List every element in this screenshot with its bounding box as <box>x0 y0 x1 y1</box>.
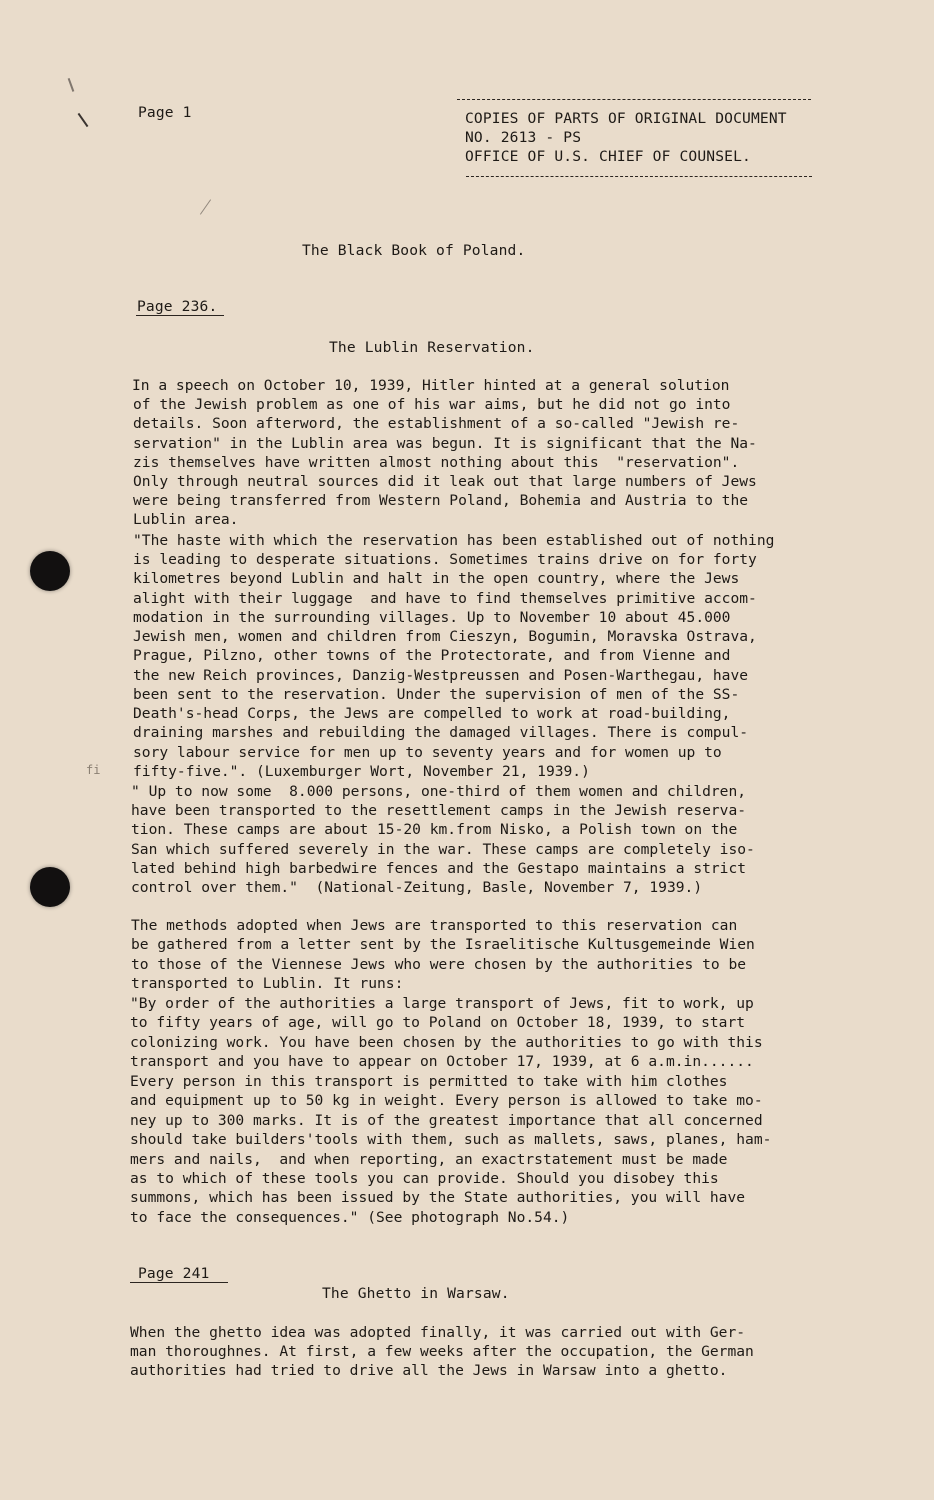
text-line: of the Jewish problem as one of his war aims, but he did not go into <box>133 396 731 413</box>
page-reference-underline <box>136 315 224 316</box>
text-line: transported to Lublin. It runs: <box>131 975 404 992</box>
header-line: OFFICE OF U.S. CHIEF OF COUNSEL. <box>465 148 751 165</box>
text-line: have been transported to the resettlement camps in the Jewish reserva- <box>131 802 747 819</box>
page-reference: Page 236. <box>137 298 218 315</box>
text-line: colonizing work. You have been chosen by the authorities to go with this <box>130 1034 763 1051</box>
text-line: modation in the surrounding villages. Up to November 10 about 45.000 <box>133 609 731 626</box>
text-line: "By order of the authorities a large transport of Jews, fit to work, up <box>130 995 754 1012</box>
text-line: were being transferred from Western Poland, Bohemia and Austria to the <box>133 492 749 509</box>
text-line: ney up to 300 marks. It is of the greatest importance that all concerned <box>130 1112 763 1129</box>
text-line: control over them." (National-Zeitung, Basle, November 7, 1939.) <box>131 879 703 896</box>
text-line: Only through neutral sources did it leak out that large numbers of Jews <box>133 473 757 490</box>
text-line: been sent to the reservation. Under the supervision of men of the SS- <box>133 686 740 703</box>
text-line: draining marshes and rebuilding the damaged villages. There is compul- <box>133 724 749 741</box>
text-line: fifty-five.". (Luxemburger Wort, November 21, 1939.) <box>133 763 590 780</box>
page-label: Page 1 <box>138 104 192 121</box>
margin-note: fi <box>86 763 101 777</box>
text-line: man thoroughnes. At first, a few weeks after the occupation, the German <box>130 1343 754 1360</box>
text-line: " Up to now some 8.000 persons, one-third of them women and children, <box>131 783 747 800</box>
text-line: The methods adopted when Jews are transported to this reservation can <box>131 917 738 934</box>
text-line: the new Reich provinces, Danzig-Westpreussen and Posen-Warthegau, have <box>133 667 749 684</box>
punch-hole-bottom <box>30 867 70 907</box>
text-line: to those of the Viennese Jews who were chosen by the authorities to be <box>131 956 747 973</box>
text-line: lated behind high barbedwire fences and the Gestapo maintains a strict <box>131 860 747 877</box>
section-heading: The Ghetto in Warsaw. <box>322 1285 510 1302</box>
pen-mark <box>68 78 74 92</box>
text-line: kilometres beyond Lublin and halt in the open country, where the Jews <box>133 570 740 587</box>
header-line: COPIES OF PARTS OF ORIGINAL DOCUMENT <box>465 110 787 127</box>
text-line: Lublin area. <box>133 511 239 528</box>
text-line: should take builders'tools with them, such as mallets, saws, planes, ham- <box>130 1131 772 1148</box>
text-line: as to which of these tools you can provide. Should you disobey this <box>130 1170 719 1187</box>
page-reference-underline <box>130 1282 228 1283</box>
header-line: NO. 2613 - PS <box>465 129 582 146</box>
document-title: The Black Book of Poland. <box>302 242 526 259</box>
text-line: tion. These camps are about 15-20 km.from Nisko, a Polish town on the <box>131 821 738 838</box>
text-line: When the ghetto idea was adopted finally, it was carried out with Ger- <box>130 1324 746 1341</box>
text-line: servation" in the Lublin area was begun. It is significant that the Na- <box>133 435 757 452</box>
text-line: zis themselves have written almost nothing about this "reservation". <box>133 454 740 471</box>
text-line: San which suffered severely in the war. These camps are completely iso- <box>131 841 755 858</box>
text-line: alight with their luggage and have to find themselves primitive accom- <box>133 590 757 607</box>
text-line: "The haste with which the reservation has been established out of nothing <box>133 532 775 549</box>
pen-mark <box>200 199 211 214</box>
header-rule-top <box>457 99 811 100</box>
text-line: is leading to desperate situations. Sometimes trains drive on for forty <box>133 551 757 568</box>
text-line: Prague, Pilzno, other towns of the Protectorate, and from Vienne and <box>133 647 731 664</box>
text-line: In a speech on October 10, 1939, Hitler hinted at a general solution <box>132 377 730 394</box>
section-heading: The Lublin Reservation. <box>329 339 535 356</box>
text-line: be gathered from a letter sent by the Israelitische Kultusgemeinde Wien <box>131 936 755 953</box>
page-reference: Page 241 <box>138 1265 210 1282</box>
text-line: and equipment up to 50 kg in weight. Every person is allowed to take mo- <box>130 1092 763 1109</box>
text-line: mers and nails, and when reporting, an exactrstatement must be made <box>130 1151 728 1168</box>
punch-hole-top <box>30 551 70 591</box>
text-line: sory labour service for men up to seventy years and for women up to <box>133 744 722 761</box>
text-line: Jewish men, women and children from Cieszyn, Bogumin, Moravska Ostrava, <box>133 628 757 645</box>
text-line: Every person in this transport is permitted to take with him clothes <box>130 1073 728 1090</box>
text-line: to face the consequences." (See photograph No.54.) <box>130 1209 570 1226</box>
header-rule-bottom <box>466 176 812 177</box>
pen-mark <box>78 113 89 127</box>
text-line: authorities had tried to drive all the Jews in Warsaw into a ghetto. <box>130 1362 728 1379</box>
text-line: transport and you have to appear on October 17, 1939, at 6 a.m.in...... <box>130 1053 754 1070</box>
text-line: to fifty years of age, will go to Poland on October 18, 1939, to start <box>130 1014 746 1031</box>
text-line: details. Soon afterword, the establishment of a so-called "Jewish re- <box>133 415 740 432</box>
text-line: Death's-head Corps, the Jews are compelled to work at road-building, <box>133 705 731 722</box>
text-line: summons, which has been issued by the State authorities, you will have <box>130 1189 746 1206</box>
